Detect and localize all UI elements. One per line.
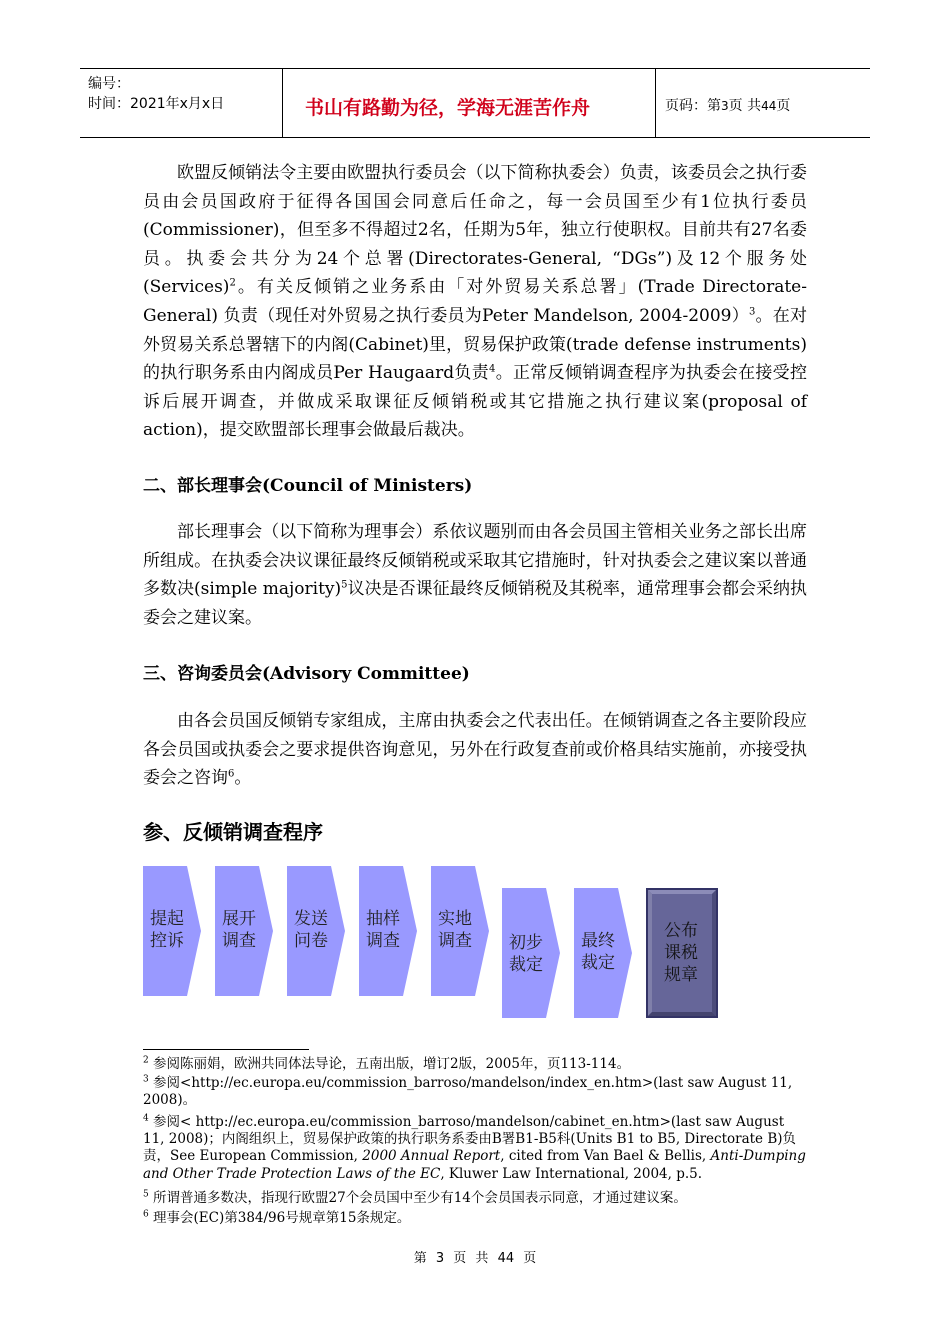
flow-step-label: 抽样 调查	[366, 909, 400, 951]
section-title: 参、反倾销调查程序	[143, 820, 323, 844]
footnote-ref: 2	[229, 277, 236, 289]
header-motto-cell	[282, 69, 656, 137]
footnote-ref: 4	[489, 363, 496, 375]
flow-step-label: 实地 调查	[438, 909, 472, 951]
footnote-3: $^3$ 参阅<http://ec.europa.eu/commission_barroso/mandelson/index_en.htm>(last saw August 11, 2008)。	[143, 1074, 793, 1109]
footnote-ref: 3	[748, 306, 756, 318]
flow-step-label: 初步 裁定	[509, 933, 543, 975]
flow-step	[143, 866, 203, 996]
header-page-number: 页码：第3页 共44页	[665, 98, 791, 114]
footnote-6: $^6$ 理事会(EC)第384/96号规章第15条规定。	[143, 1209, 411, 1226]
number-label: 编号：	[88, 76, 130, 92]
heading-advisory: 三、咨询委员会(Advisory Committee)	[143, 664, 470, 684]
flow-step	[287, 866, 347, 996]
flow-step-label: 提起 控诉	[150, 909, 184, 951]
paragraph-advisory: 由各会员国反倾销专家组成，主席由执委会之代表出任。在倾销调查之各主要阶段应各会员国或执委会之要求提供咨询意见，另外在行政复查前或价格具结实施前，亦接受执委会之咨询$^6$。	[143, 711, 807, 789]
flow-step	[502, 888, 562, 1018]
paragraph-council: 部长理事会（以下简称为理事会）系依议题别而由各会员国主管相关业务之部长出席所组成。在执委会决议课征最终反倾销税或采取其它措施时，针对执委会之建议案以普通多数决(simple majority)$^5$议决是否课征最终反倾销税及其税率，通常理事会都会采纳执委会之建议案。	[143, 522, 808, 628]
flow-step-label: 展开 调查	[222, 909, 256, 951]
flow-step	[359, 866, 419, 996]
header-meta	[80, 69, 282, 137]
flow-step-label: 发送 问卷	[294, 909, 328, 951]
flow-final-box	[646, 888, 718, 1018]
heading-council: 二、部长理事会(Council of Ministers)	[143, 476, 473, 496]
flow-step	[431, 866, 491, 996]
header-motto: 书山有路勤为径，学海无涯苦作舟	[305, 97, 591, 119]
paragraph-commission: 欧盟反倾销法令主要由欧盟执行委员会（以下简称执委会）负责，该委员会之执行委员由会员国政府于征得各国国会同意后任命之，每一会员国至少有1位执行委员(Commissioner)，但至多不得超过2名，任期为5年，独立行使职权。目前共有27名委员。执委会共分为24个总署(Directorates-General, “DGs”)及12个服务处(Services)$^2$。有关反倾销之业务系由「对外贸易关系总署」(Trade Directorate-General) 负责（现任对外贸易之执行委员为Peter Mandelson, 2004-2009）$^3$。在对外贸易关系总署辖下的内阁(Cabinet)里，贸易保护政策(trade defense instruments)的执行职务系由内阁成员Per Haugaard负责$^4$。正常反倾销调查程序为执委会在接受控诉后展开调查，并做成采取课征反倾销税或其它措施之执行建议案(proposal of action)，提交欧盟部长理事会做最后裁决。	[143, 163, 807, 441]
flow-step-label: 最终 裁定	[581, 931, 615, 973]
footnote-4: $^4$ 参阅< http://ec.europa.eu/commission_barroso/mandelson/cabinet_en.htm>(last saw August 11, 2008)；内阁组织上，贸易保护政策的执行职务系委由B署B1-B5科(Units B1 to B5, Directorate B)负责，See European Commission, 2000 Annual Report, cited from Van Bael & Bellis, Anti-Dumping and Other Trade Protection Laws of the EC, Kluwer Law International, 2004, p.5.	[143, 1113, 806, 1182]
footnote-ref: 6	[228, 768, 235, 780]
date-label: 时间：2021年x月x日	[88, 96, 225, 112]
flow-step	[574, 888, 634, 1018]
flow-step	[215, 866, 275, 996]
footnote-2: $^2$ 参阅陈丽娟，欧洲共同体法导论，五南出版，增订2版，2005年，页113-114。	[143, 1055, 631, 1072]
footnote-separator	[143, 1049, 309, 1050]
footnote-ref: 5	[341, 579, 348, 591]
page-header	[80, 68, 870, 138]
flow-final-label: 公布 课税 规章	[664, 921, 698, 985]
page-footer: 第 3 页 共 44 页	[413, 1251, 537, 1266]
header-page-cell	[655, 69, 870, 137]
footnote-5: $^5$ 所谓普通多数决，指现行欧盟27个会员国中至少有14个会员国表示同意，才通过建议案。	[143, 1189, 687, 1206]
